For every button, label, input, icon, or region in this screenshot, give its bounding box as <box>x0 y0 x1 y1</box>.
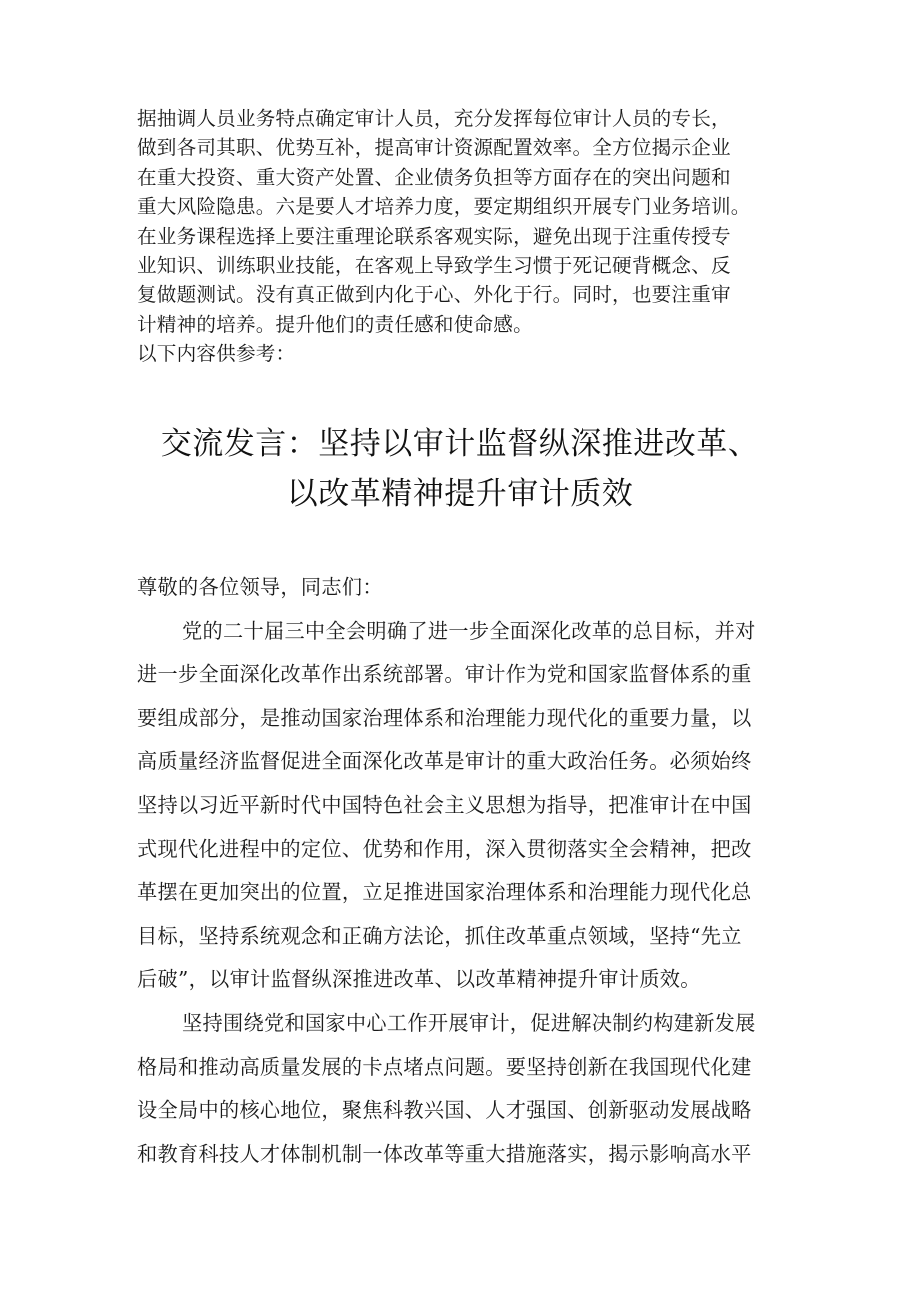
reference-note: 以下内容供参考： <box>137 342 296 366</box>
document-title-line-2: 以改革精神提升审计质效 <box>286 476 634 512</box>
intro-line: 据抽调人员业务特点确定审计人员，充分发挥每位审计人员的专长， <box>137 107 731 130</box>
paragraph-1-line: 进一步全面深化改革作出系统部署。审计作为党和国家监督体系的重 <box>137 662 752 687</box>
paragraph-1-line: 式现代化进程中的定位、优势和作用，深入贯彻落实全会精神，把改 <box>137 836 752 861</box>
paragraph-1-line: 党的二十届三中全会明确了进一步全面深化改革的总目标，并对 <box>182 618 756 643</box>
document-title-line-1: 交流发言：坚持以审计监督纵深推进改革、 <box>160 426 760 462</box>
paragraph-1-line: 革摆在更加突出的位置，立足推进国家治理体系和治理能力现代化总 <box>137 880 752 905</box>
paragraph-1-line: 目标，坚持系统观念和正确方法论，抓住改革重点领域，坚持“先立 <box>137 923 742 948</box>
intro-line: 做到各司其职、优势互补，提高审计资源配置效率。全方位揭示企业 <box>137 136 731 160</box>
paragraph-1-line: 后破”，以审计监督纵深推进改革、以改革精神提升审计质效。 <box>137 967 701 992</box>
intro-line: 复做题测试。没有真正做到内化于心、外化于行。同时，也要注重审 <box>137 283 731 307</box>
speech-body <box>137 566 797 1176</box>
intro-line: 在重大投资、重大资产处置、企业债务负担等方面存在的突出问题和 <box>137 165 731 189</box>
intro-line: 业知识、训练职业技能，在客观上导致学生习惯于死记硬背概念、反 <box>137 253 731 277</box>
paragraph-2-line: 设全局中的核心地位，聚焦科教兴国、人才强国、创新驱动发展战略 <box>137 1098 752 1123</box>
intro-line: 计精神的培养。提升他们的责任感和使命感。 <box>137 312 533 336</box>
paragraph-2-line: 格局和推动高质量发展的卡点堵点问题。要坚持创新在我国现代化建 <box>137 1054 752 1079</box>
intro-text-block <box>137 104 797 369</box>
salutation: 尊敬的各位领导，同志们： <box>137 575 383 599</box>
intro-line: 重大风险隐患。六是要人才培养力度，要定期组织开展专门业务培训。 <box>137 195 751 219</box>
paragraph-2-line: 和教育科技人才体制机制一体改革等重大措施落实，揭示影响高水平 <box>137 1141 752 1166</box>
paragraph-1-line: 高质量经济监督促进全面深化改革是审计的重大政治任务。必须始终 <box>137 749 752 774</box>
paragraph-2-line: 坚持围绕党和国家中心工作开展审计，促进解决制约构建新发展 <box>182 1010 756 1035</box>
paragraph-1-line: 坚持以习近平新时代中国特色社会主义思想为指导，把准审计在中国 <box>137 792 752 817</box>
intro-line: 在业务课程选择上要注重理论联系客观实际，避免出现于注重传授专 <box>137 224 731 248</box>
paragraph-1-line: 要组成部分，是推动国家治理体系和治理能力现代化的重要力量，以 <box>137 705 752 730</box>
